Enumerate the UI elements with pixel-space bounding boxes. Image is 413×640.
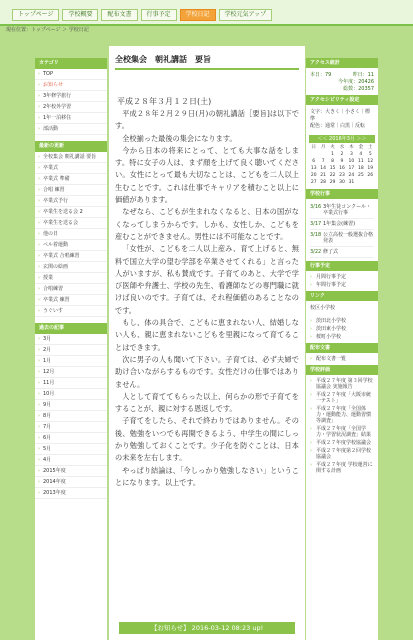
left-menu-item[interactable]: › 2月 [35,345,107,356]
schedule-text: 修了式 [323,249,339,255]
left-menu-item[interactable]: › 卒業式予行 [35,196,107,207]
left-menu-item[interactable]: › 2015年度 [35,466,107,477]
calendar-day[interactable]: 18 [357,166,364,171]
calendar-weekday: 土 [368,145,373,150]
breadcrumb: 現在位置：トップページ ＞ 学校日記 [6,27,89,33]
school-link[interactable]: › 茨田東小学校 [310,325,374,333]
left-menu-item[interactable]: › 11月 [35,378,107,389]
calendar-day [366,179,375,186]
calendar-weekday: 水 [339,145,345,150]
calendar-weekday: 木 [349,145,354,150]
header-bar [0,0,413,26]
left-menu-item[interactable]: › 1月 [35,356,107,367]
calendar-day[interactable]: 23 [339,173,345,178]
month-count: 今年度：20426 [338,79,374,85]
link-list [306,315,378,343]
left-menu-item[interactable]: › 6月 [35,433,107,444]
calendar-day[interactable]: 1 [331,152,334,157]
left-menu-item[interactable]: › 全校集会 朝礼講話 要旨 [35,152,107,163]
counter-header: アクセス統計 [306,58,378,68]
left-menu-item[interactable]: › 合唱 練習 [35,185,107,196]
calendar-day[interactable]: 9 [340,159,344,164]
article-paragraph: 平成２８年２月２９日(月)の朝礼講話［要旨]は以下です。 [115,109,299,131]
yotei-header: 行事予定 [306,261,378,271]
schedule-text: 1年集会(練習) [323,221,356,227]
schedule-date: 3/18 [310,232,322,238]
article-paragraph: もし、体の具合で、こどもに恵まれない人、結婚しない人も、親に恵まれないこどもを里親になって育てることはできます。 [115,318,299,352]
main-content [109,46,305,640]
calendar-day[interactable]: 29 [329,180,336,185]
calendar-day[interactable]: 6 [312,159,316,164]
post-info-bar: 【お知らせ】 2016-03-12 08:23 up! [119,622,295,634]
article-date: 平成２８年３月１２日(土) [117,97,212,106]
plan-link[interactable]: › 平成２７年度学校協議会 [310,439,374,447]
nav-tab[interactable]: 学校元気アップ [219,9,273,21]
article-paragraph: やっぱり結論は、「今しっかり勉強しなさい」ということになります。以上です。 [115,465,299,487]
article-card [109,46,305,640]
schedule-item[interactable] [310,202,374,219]
article-paragraph: 人として育ててもらった以上、何らかの形で子育てをすることが、親に対する恩返しです。 [115,391,299,414]
calendar-day[interactable]: 30 [339,180,345,185]
yotei-link[interactable]: › 年間行事予定 [310,281,374,289]
calendar-day[interactable]: 7 [321,159,325,164]
calendar-day[interactable]: 5 [368,152,372,157]
left-menu-item[interactable]: › TOP [35,69,107,80]
left-menu-item[interactable]: › 玄関の絵画 [35,262,107,273]
calendar-day[interactable]: 13 [310,166,317,171]
schedule-date: 3/16 [310,204,322,210]
calendar-day[interactable]: 10 [348,159,355,164]
left-menu-item[interactable]: › 9月 [35,400,107,411]
left-menu-item[interactable]: › 10月 [35,389,107,400]
left-menu-item[interactable]: › うぐいす [35,306,107,317]
access-counter [306,68,378,95]
left-menu-item[interactable]: › 授業 [35,273,107,284]
link-header: リンク [306,291,378,301]
schedule-date: 3/17 [310,221,322,227]
calendar-day[interactable]: 4 [359,152,363,157]
top-navigation [12,9,272,21]
calendar-day[interactable]: 8 [331,159,334,164]
calendar-day [318,151,327,158]
left-menu [35,334,107,499]
calendar [306,132,378,189]
left-menu-item[interactable]: › 2年校外学習 [35,102,107,113]
left-menu-item[interactable]: › 合唱練習 [35,284,107,295]
left-menu-item[interactable]: › 1年一泊移住 [35,113,107,124]
left-menu-item[interactable]: › 部活動 [35,124,107,135]
calendar-day[interactable]: 15 [329,166,336,171]
plan-header: 学校評価 [306,365,378,375]
calendar-day[interactable]: 24 [348,173,355,178]
calendar-day[interactable]: 22 [329,173,336,178]
left-menu-item[interactable]: › 2014年度 [35,477,107,488]
left-menu [35,69,107,135]
nav-tab[interactable]: トップページ [12,9,59,21]
calendar-day[interactable]: 26 [367,173,374,178]
left-menu [35,152,107,317]
left-menu-item[interactable]: › 卒業生を送る会 [35,218,107,229]
left-menu-item[interactable]: › ペル着運動 [35,240,107,251]
left-menu-item[interactable]: › 卒業生を送る会 2 [35,207,107,218]
plan-link[interactable]: › 平成２７年度 第３回学校協議会 実施報告 [310,377,374,391]
nav-tab[interactable]: 配布文書 [101,9,137,21]
color-options[interactable]: 配色：通常｜白黒｜反転 [310,123,366,129]
left-menu-item[interactable]: › お知らせ [35,80,107,91]
school-link[interactable]: › 茨田北小学校 [310,317,374,325]
calendar-day[interactable]: 14 [320,166,326,171]
calendar-day[interactable]: 2 [340,152,344,157]
schedule-date: 3/22 [310,249,322,255]
doc-list [306,353,378,365]
left-menu-item[interactable]: › 卒業式 準備 [35,174,107,185]
school-link[interactable]: › 桜町小学校 [310,333,374,341]
nav-tab[interactable]: 学校概要 [62,9,98,21]
calendar-day[interactable]: 31 [348,180,355,185]
left-section-header: 過去の記事 [35,323,107,334]
today-count: 本日：79 [310,72,332,78]
accessibility-header: アクセシビリティ設定 [306,95,378,105]
calendar-day[interactable]: 19 [367,166,374,171]
article-paragraph: 今から日本の将来にとって、とても大事な話をします。特に女子の人は、まず顔を上げて良く聴いてください。女性にとって最も大切なことは、こどもを二人以上生むことです。これは仕事でキャリアを積むこと以上に価値があります。 [115,145,299,205]
plan-link[interactable]: › 平成２７年度「全国体力・運動能力、運動習慣等調査」 [310,405,374,425]
calendar-weekday: 月 [320,145,326,150]
schedule-text: 3年生徒コンクール・卒業式行事 [323,204,371,216]
schedule-item[interactable] [310,219,374,230]
calendar-grid [309,143,375,186]
left-menu-item[interactable]: › 他の日 [35,229,107,240]
calendar-weekday: 火 [330,145,335,150]
yotei-link[interactable]: › 月間行事予定 [310,273,374,281]
calendar-day[interactable]: 25 [357,173,364,178]
calendar-day[interactable]: 21 [320,173,326,178]
schedule-item[interactable] [310,230,374,247]
calendar-day[interactable]: 11 [357,159,364,164]
link-subheader: 校区小学校 [310,305,336,311]
doc-header: 配布文書 [306,343,378,353]
calendar-day[interactable]: 12 [367,159,374,164]
calendar-weekday: 金 [358,145,364,150]
schedule-text: 公立高校一般選抜合格発表 [323,232,374,244]
article-title: 全校集会 朝礼講話 要旨 [115,54,299,70]
left-menu-item[interactable]: › 卒業式 [35,163,107,174]
schedule-header: 学校行事 [306,189,378,199]
calendar-day [356,179,365,186]
font-size-options[interactable]: 文字：大きく｜小さく｜標準 [310,109,371,122]
left-menu-item[interactable]: › 卒業式 練習 [35,295,107,306]
yotei-list [306,271,378,291]
left-menu-item[interactable]: › 7月 [35,422,107,433]
article-paragraph: 「女性が、こどもを二人以上産み、育て上げると、無料で国立大学の望む学部を卒業させてくれる」と言った人がいますが、私も賛成です。子育てのあと、大学で学び医師や弁護士、学校の先生、看護師などの専門職に就けば良いのです。子育ては、それ程価値のあることなのです。 [115,244,299,315]
article-paragraph: 子育てをしたら、それで終わりではありません。その後、勉強をいつでも再開できるよう、中学生の間にしっかり勉強しておくことです。少子化を防ぐことは、日本の未来を左右します。 [115,416,299,463]
calendar-day[interactable]: 28 [320,180,326,185]
schedule-list [306,199,378,261]
calendar-day[interactable]: 16 [339,166,345,171]
left-menu-item[interactable]: › 12月 [35,367,107,378]
schedule-item[interactable] [310,247,374,258]
calendar-day[interactable]: 20 [310,173,317,178]
left-menu-item[interactable]: › 3年修学旅行 [35,91,107,102]
article-paragraph: 全校揃った最後の集会になります。 [122,133,237,143]
plan-link[interactable]: › 平成２７年度「大阪市統一テスト」 [310,391,374,405]
right-sidebar [306,58,378,640]
nav-tab[interactable]: 学校日記 [180,9,216,21]
left-section-header: 最新の更新 [35,141,107,152]
calendar-month[interactable]: ＜＜ 2016年3月 ＞＞ [309,135,375,143]
article-paragraph: 次に男子の人も聞いて下さい。子育ては、必ず夫婦で助け合いながらするものです。女性だけの仕事ではありません。 [115,354,299,389]
yesterday-count: 昨日：11 [352,72,374,78]
article-body [115,108,299,489]
left-menu-item[interactable]: › 3月 [35,334,107,345]
left-menu-item[interactable]: › 8月 [35,411,107,422]
nav-tab[interactable]: 行事予定 [141,9,177,21]
left-sidebar [35,58,107,640]
left-menu-item[interactable]: › 卒業式 合唱練習 [35,251,107,262]
doc-link[interactable]: › 配布文書一覧 [310,355,374,363]
plan-list [306,375,378,477]
calendar-weekday: 日 [311,145,316,150]
left-menu-item[interactable]: › 2013年度 [35,488,107,499]
left-menu-item[interactable]: › 5月 [35,444,107,455]
article-paragraph: なぜなら、こどもが生まれなくなると、日本の国がなくなってしまうからです。しかも、女性しか、こどもを産むことができません。男性には不可能なことです。 [115,207,299,241]
calendar-day[interactable]: 3 [349,152,353,157]
plan-link[interactable]: › 平成２７年度「全国学力・学習状況調査」結果 [310,425,374,439]
left-menu-item[interactable]: › 4月 [35,455,107,466]
calendar-day[interactable]: 17 [348,166,355,171]
left-section-header: カテゴリ [35,58,107,69]
plan-link[interactable]: › 平成２７年度第２回学校協議会 [310,447,374,461]
calendar-day[interactable]: 27 [310,180,317,185]
calendar-day [309,151,318,158]
total-count: 総数：20357 [343,86,374,92]
accessibility-settings [306,105,378,132]
plan-link[interactable]: › 平成２７年度 学校運営に関する計画 [310,461,374,475]
